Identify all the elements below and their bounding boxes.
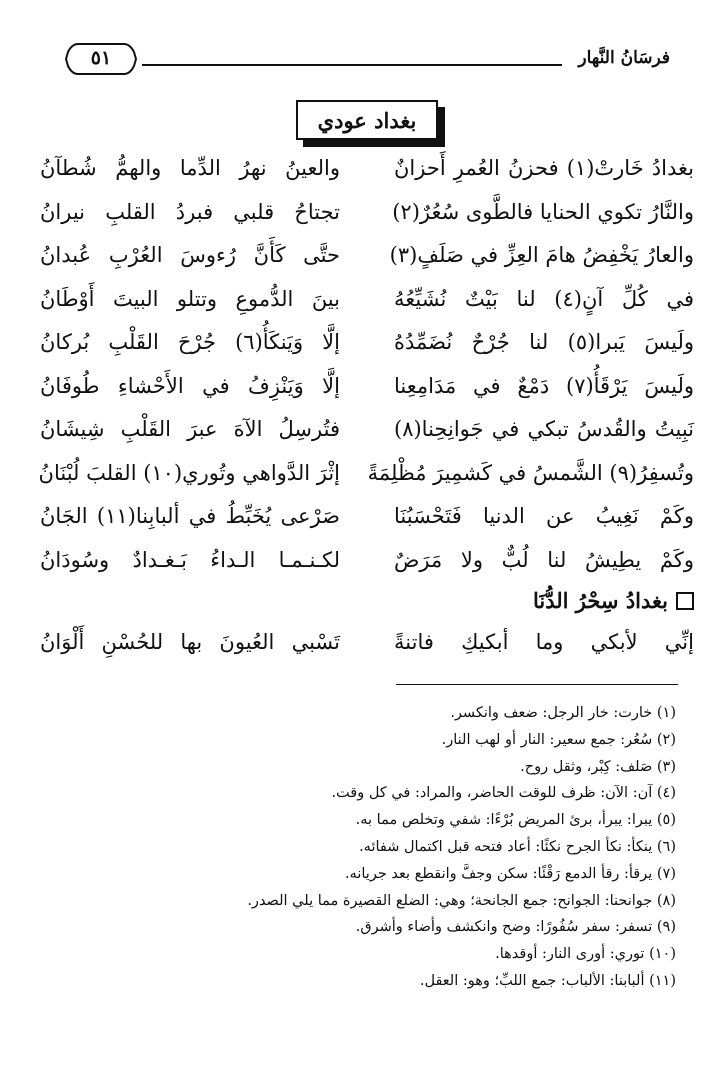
page-number-badge <box>64 42 138 76</box>
footnote: (٧) يرقأ: رقأ الدمع رَقْئًا: سكن وجفَّ وانقطع بعد جريانه. <box>344 865 676 882</box>
footnote: (١١) ألبابنا: الألباب: جمع اللبِّ؛ وهو: العقل. <box>419 972 676 989</box>
verse-second-hemistich: حتَّى كَأَنَّ رُءوسَ العُرْبِ عُبدانُ <box>40 243 340 267</box>
poem-title-box <box>296 100 438 140</box>
footnote: (١٠) توري: أورى النار: أوقدها. <box>495 946 676 963</box>
verse-line <box>40 281 694 325</box>
page-number: ٥١ <box>90 47 112 69</box>
footnote: (٣) صَلف: كِبْر، وثقل روح. <box>520 758 676 775</box>
verse-second-hemistich: لكـنـمـا الـداءُ بَـغـدادٌ وسُودَانُ <box>40 547 340 572</box>
verse-second-hemistich: صَرْعى يُخَبِّطُ في ألبابِنا(١١) الجَانُ <box>40 504 340 528</box>
verse-first-hemistich: وكَمْ نَغِيبُ عن الدنيا فَتَحْسَبُنَا <box>394 504 694 528</box>
square-bullet-icon <box>676 592 694 610</box>
footnote-separator <box>396 684 678 685</box>
verse-first-hemistich: بغدادُ خَارتْ(١) فحزنُ العُمرِ أَحزانٌ <box>394 156 694 180</box>
footnote: (١) خارت: خار الرجل: ضعف وانكسر. <box>450 705 676 721</box>
verse-line <box>40 150 694 194</box>
verse-first-hemistich: والعارُ يَخْفِضُ هامَ العِزِّ في صَلَفٍ(٣) <box>389 243 694 267</box>
verse-first-hemistich: والنَّارُ تكوي الحنايا فالطَّوى سُعُرٌ(٢) <box>392 199 694 224</box>
verse-first-hemistich: وتُسفِرُ(٩) الشَّمسُ في كَشمِيرَ مُظْلِمَةً <box>367 460 694 485</box>
verse-first-hemistich: نَبِيتُ والقُدسُ تبكي في جَوانِحِنا(٨) <box>394 417 694 441</box>
footnote: (٥) يبرا: يبرأ، برئ المريض بُرْءًا: شفي وتخلص مما به. <box>355 812 676 829</box>
poem-verses <box>40 150 694 585</box>
verse-line <box>40 324 694 368</box>
verse-second-hemistich: بينَ الدُّموعِ وتتلو البيتَ أَوْطَانُ <box>40 286 340 311</box>
verse-second-hemistich: تَسْبي العُيونَ بها للحُسْنِ أَلْوَانُ <box>40 630 340 654</box>
footnotes <box>76 700 676 995</box>
verse-line <box>40 237 694 281</box>
verse-second-hemistich: تجتاحُ قلبي فبردُ القلبِ نيرانُ <box>40 199 340 224</box>
poem-title: بغداد عودي <box>317 107 417 133</box>
verse-line <box>40 455 694 499</box>
verse-second-hemistich: إلَّا وَيَنكَأُ(٦) جُرْحَ القَلْبِ بُركانُ <box>40 330 340 354</box>
verse-line <box>40 624 694 668</box>
verse-second-hemistich: إثْرَ الدَّواهي وتُوري(١٠) القلبَ لُبْنَانُ <box>38 460 340 485</box>
verse-first-hemistich: وكَمْ يطِيشُ لنا لُبٌّ ولا مَرَضٌ <box>394 547 694 572</box>
verse-second-hemistich: فتُرسِلُ الآهَ عبرَ القَلْبِ شِيشَانُ <box>40 417 340 441</box>
verse-line <box>40 542 694 586</box>
subheading-text: بغدادُ سِحْرُ الدُّنَا <box>532 588 668 613</box>
footnote: (٦) ينكأ: نكأ الجرح نكئًا: أعاد فتحه قبل اكتمال شفائه. <box>359 838 676 855</box>
verse-first-hemistich: ولَيسَ يَبرا(٥) لنا جُرْحٌ نُضَمِّدُهُ <box>394 330 694 354</box>
verse-line <box>40 411 694 455</box>
verse-second-hemistich: إلَّا وَيَنْزِفُ في الأَحْشاءِ طُوفَانُ <box>40 373 340 398</box>
verse-line <box>40 194 694 238</box>
footnote: (٨) جوانحنا: الجوانح: جمع الجانحة؛ وهي: الضلع القصيرة مما يلي الصدر. <box>247 892 676 909</box>
header-rule <box>142 64 562 66</box>
verse-first-hemistich: ولَيسَ يَرْقَأُ(٧) دَمْعٌ في مَدَامِعِنا <box>394 373 694 398</box>
running-header-title: فرسَانُ النَّهار <box>578 48 670 68</box>
footnote: (٢) سُعُر: جمع سعير: النار أو لهب النار. <box>441 731 676 748</box>
footnote: (٩) تسفر: سفر سُفُورًا: وضح وانكشف وأضاء وأشرق. <box>355 919 676 936</box>
verse-line <box>40 368 694 412</box>
verse-first-hemistich: إنِّي لأبكي وما أبكيكِ فاتنةً <box>394 630 694 654</box>
verse-second-hemistich: والعينُ نهرُ الدِّما والهمُّ شُطآنُ <box>40 156 340 180</box>
footnote: (٤) آن: الآن: ظرف للوقت الحاضر، والمراد: في كل وقت. <box>331 785 676 802</box>
verse-line <box>40 498 694 542</box>
verse-first-hemistich: في كُلِّ آنٍ(٤) لنا بَيْتٌ نُشَيِّعُهُ <box>394 286 694 311</box>
section-subheading <box>533 588 694 613</box>
